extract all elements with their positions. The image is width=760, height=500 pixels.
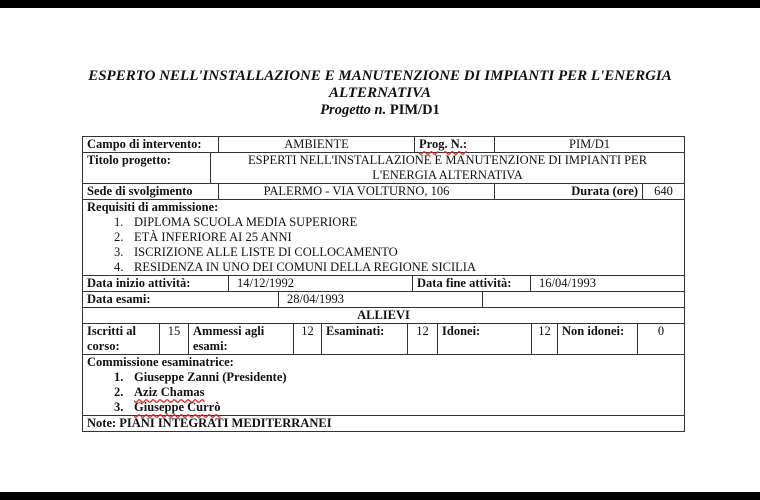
idonei-value: 12 (532, 324, 558, 354)
requisiti-label: Requisiti di ammissione: (87, 200, 219, 214)
list-item: 1. Giuseppe Zanni (Presidente) (114, 370, 287, 384)
sede-label: Sede di svolgimento (83, 184, 219, 199)
durata-value: 640 (654, 184, 673, 198)
idonei-label: Idonei: (438, 324, 532, 354)
non-idonei-value: 0 (657, 324, 665, 338)
esami-label: Data esami: (83, 292, 279, 307)
row-titolo (83, 153, 684, 184)
titolo-value-line-2: L'ENERGIA ALTERNATIVA (372, 168, 523, 182)
project-code: PIM/D1 (389, 102, 440, 118)
requisiti-cell (83, 200, 684, 275)
document-title (40, 68, 720, 119)
campo-value: AMBIENTE (219, 137, 415, 152)
esaminati-label: Esaminati: (322, 324, 408, 354)
list-item: 2. ETÀ INFERIORE AI 25 ANNI (114, 230, 292, 244)
commissione-label: Commissione esaminatrice: (87, 355, 234, 369)
row-note (83, 416, 684, 431)
titolo-value (211, 153, 684, 183)
project-number (40, 102, 720, 119)
non-idonei-label: Non idonei: (558, 324, 638, 354)
inizio-label: Data inizio attività: (83, 276, 229, 291)
row-date-attivita (83, 276, 684, 292)
prog-label-text: Prog. N.: (419, 137, 468, 151)
iscritti-value: 15 (160, 324, 189, 354)
row-campo (83, 137, 684, 153)
esami-empty-cell (483, 292, 684, 307)
list-item: 3. Giuseppe Currò (114, 400, 221, 414)
ammessi-label: Ammessi agli esami: (189, 324, 294, 354)
title-line-2: ALTERNATIVA (329, 85, 431, 101)
row-data-esami (83, 292, 684, 308)
inizio-value: 14/12/1992 (229, 276, 413, 291)
durata-label: Durata (ore) (495, 184, 643, 199)
prog-label (415, 137, 495, 152)
title-line-1: ESPERTO NELL'INSTALLAZIONE E MANUTENZIONE DI IMPIANTI PER L'ENERGIA (88, 68, 672, 84)
fine-value: 16/04/1993 (539, 276, 596, 290)
list-item: 1. DIPLOMA SCUOLA MEDIA SUPERIORE (114, 215, 358, 229)
prog-value: PIM/D1 (569, 137, 610, 151)
list-item: 3. ISCRIZIONE ALLE LISTE DI COLLOCAMENTO (114, 245, 398, 259)
esami-value: 28/04/1993 (279, 292, 483, 307)
row-requisiti (83, 200, 684, 276)
commissione-list (87, 370, 680, 415)
allievi-heading: ALLIEVI (357, 308, 410, 322)
requisiti-list (87, 215, 680, 275)
sede-value: PALERMO - VIA VOLTURNO, 106 (219, 184, 495, 199)
esaminati-value: 12 (408, 324, 438, 354)
row-allievi (83, 308, 684, 324)
project-prefix: Progetto n. (320, 102, 387, 118)
fine-label: Data fine attività: (413, 276, 531, 291)
document-page (0, 8, 760, 492)
row-allievi-counts (83, 324, 684, 355)
list-item: 4. RESIDENZA IN UNO DEI COMUNI DELLA REGIONE SICILIA (114, 260, 476, 274)
ammessi-value: 12 (294, 324, 322, 354)
project-form (82, 136, 685, 432)
commissione-cell (83, 355, 684, 415)
list-item: 2. Aziz Chamas (114, 385, 205, 399)
row-sede (83, 184, 684, 200)
campo-label: Campo di intervento: (83, 137, 219, 152)
titolo-label: Titolo progetto: (83, 153, 211, 183)
iscritti-label: Iscritti al corso: (83, 324, 160, 354)
titolo-value-line-1: ESPERTI NELL'INSTALLAZIONE E MANUTENZIONE DI IMPIANTI PER (247, 153, 648, 167)
row-commissione (83, 355, 684, 416)
note-text: Note: PIANI INTEGRATI MEDITERRANEI (87, 416, 332, 430)
